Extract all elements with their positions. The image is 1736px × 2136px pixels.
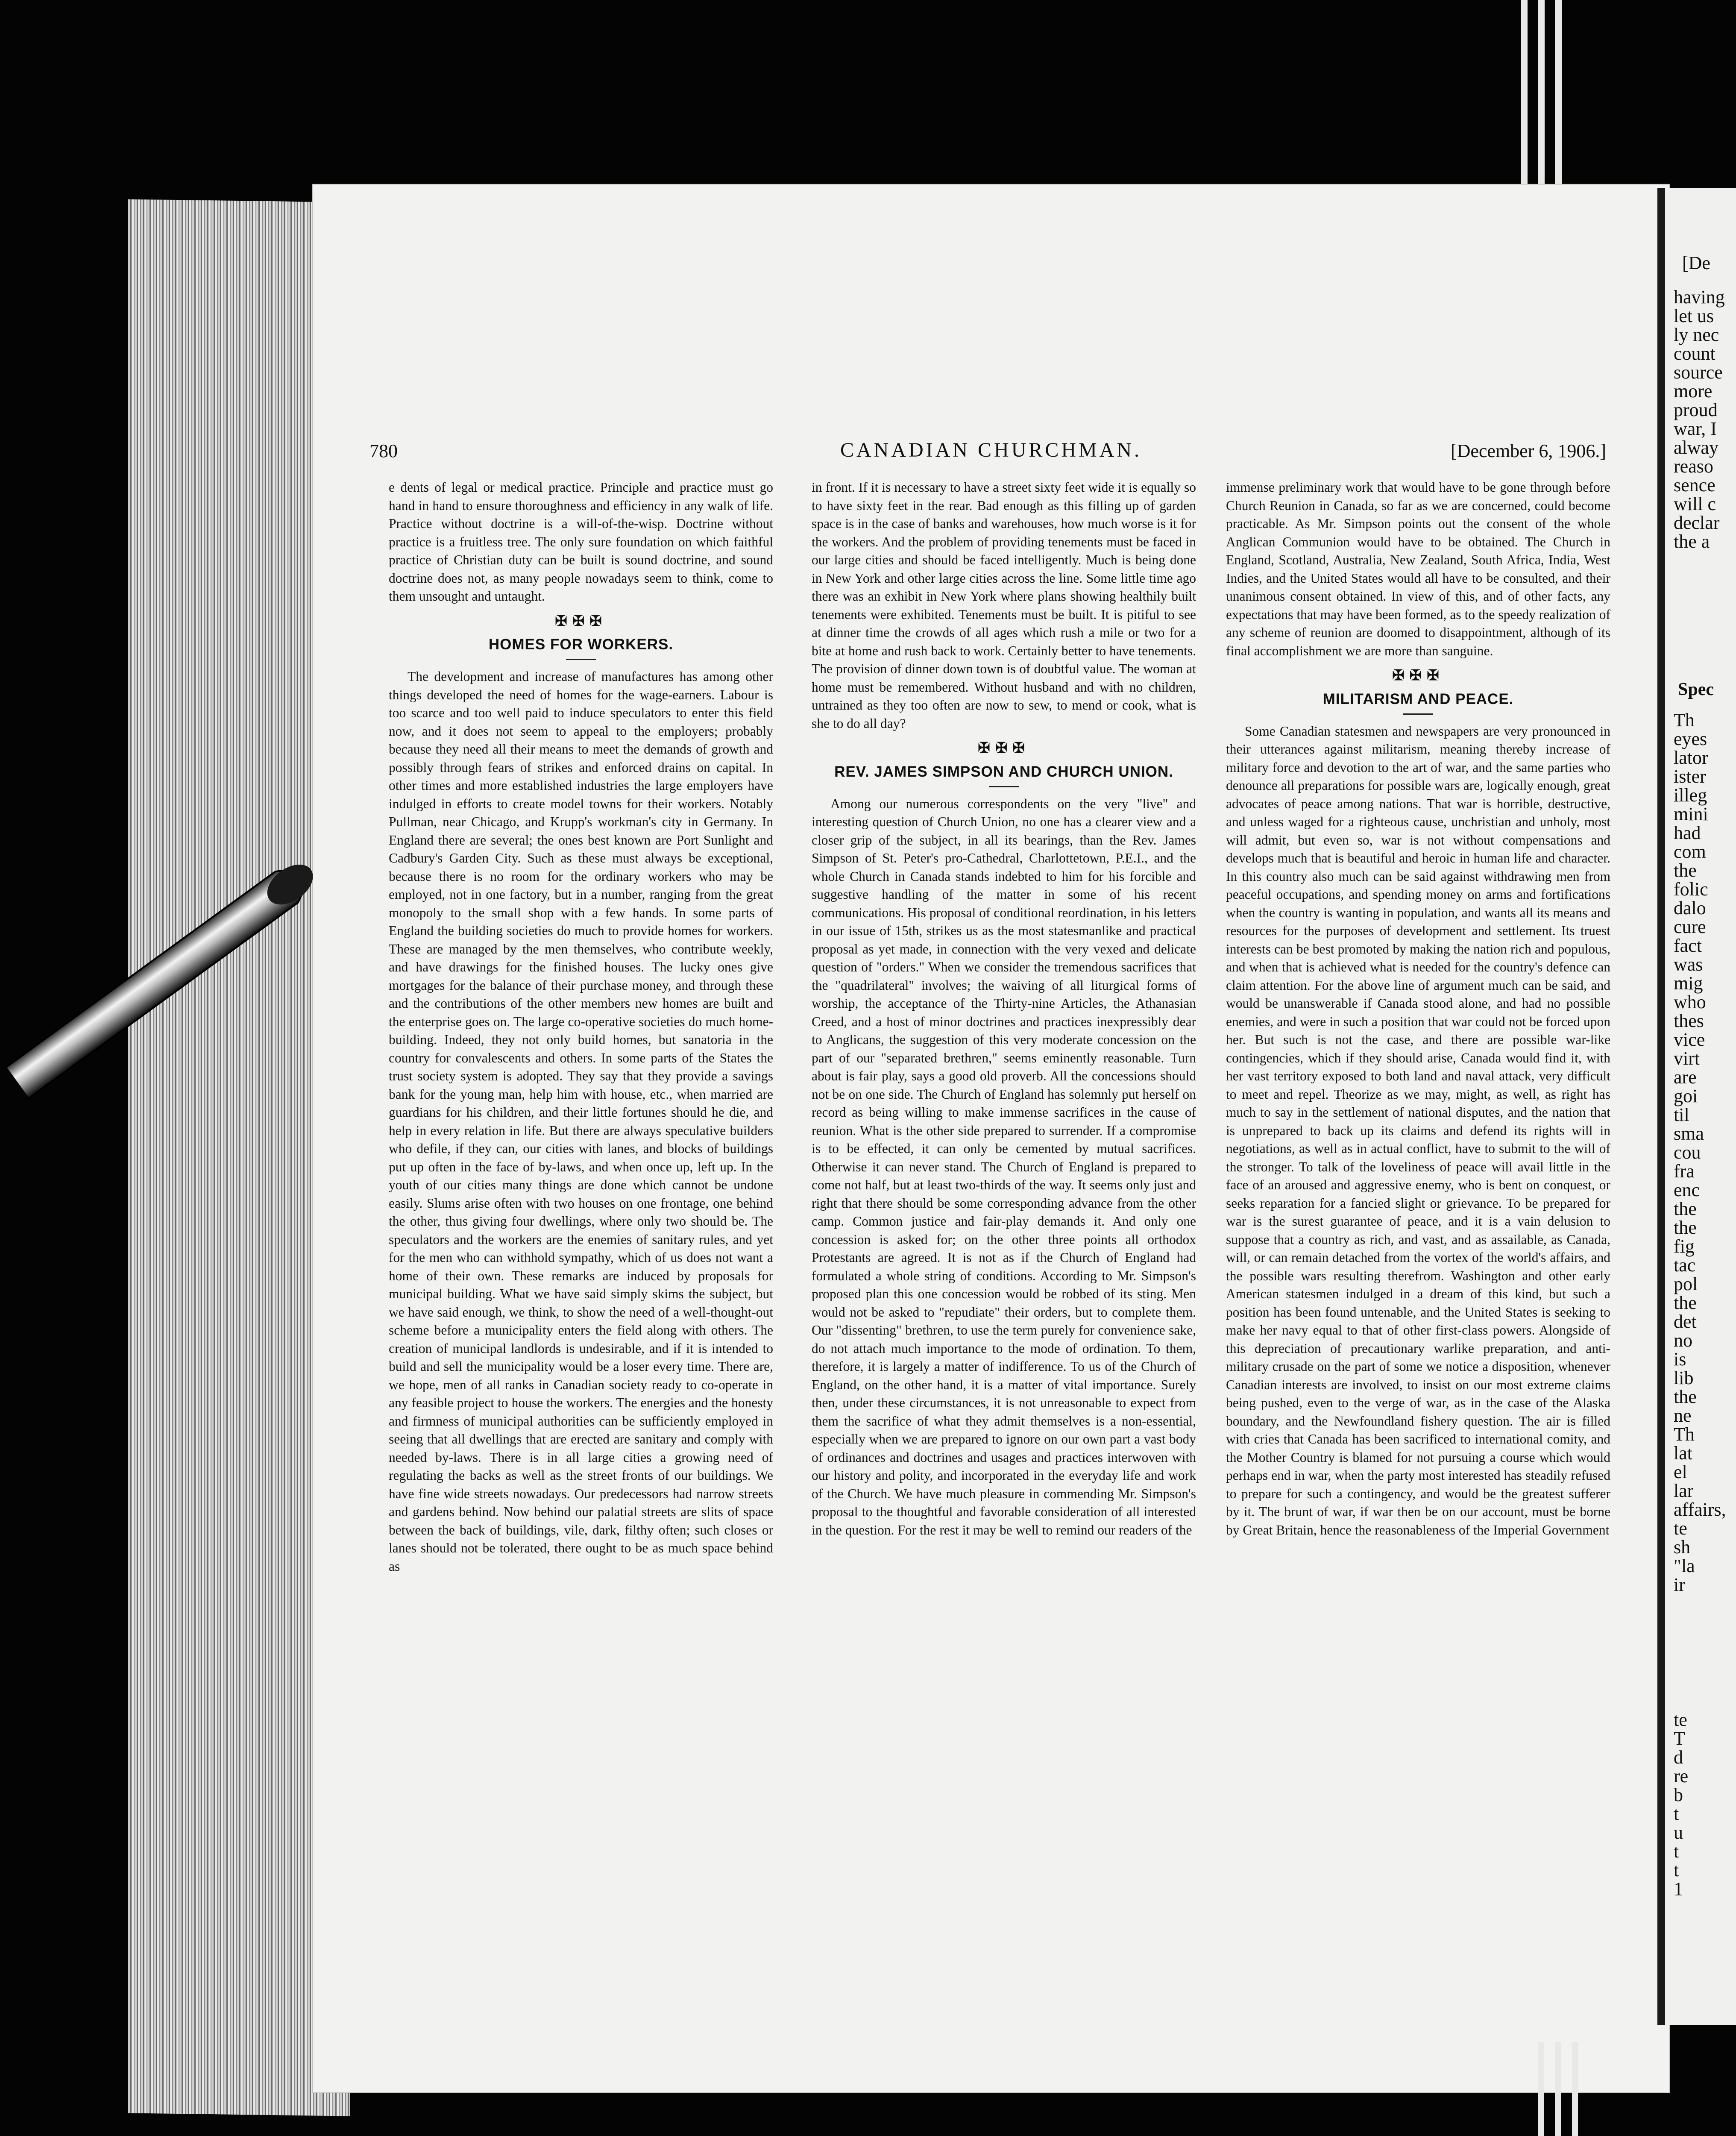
facing-page-line-fragment: cou [1674,1142,1701,1163]
facing-page-line-fragment: dalo [1674,898,1706,918]
article-body-church-union: Among our numerous correspondents on the very "live" and interesting question of Church Union, no one has a clearer view and a closer grip of the subject, in all its bearings, than the Rev. James Simpson of St. Peter's pro-Cathedral, Charlottetown, P.E.I., and the whole Church in Canada stands indebted to him for his forcible and suggestive handling of the matter in some of his recent communications. His proposal of conditional reordination, in his letters in our issue of 15th, strikes us as the most statesmanlike and practical proposal as yet made, in connection with the very vexed and delicate question of "orders." When we consider the tremendous sacrifices that the "quadrilateral" involves; the waiving of all liturgical forms of worship, the acceptance of the Thirty-nine Articles, the Athanasian Creed, and a host of minor doctrines and practices inexpressibly dear to Anglicans, the suggestion of this very moderate concession on the part of our "separated brethren," seems eminently reasonable. Turn about is fair play, says a good old proverb. All the concessions should not be on one side. The Church of England has solemnly put herself on record as being willing to make immense sacrifices in the cause of reunion. What is the other side prepared to surrender. If a compromise is to be effected, it can only be cemented by mutual sacrifices. Otherwise it can never stand. The Church of England is prepared to come not half, but at least two-thirds of the way. It seems only just and right that there should be some corresponding advance from the other camp. Common justice and fair-play demands it. And only one concession is asked for; on the other three points all orthodox Protestants are agreed. It is not as if the Church of England had formulated a whole string of conditions. According to Mr. Simpson's proposed plan this one concession would be robbed of its sting. Men would not be asked to "repudiate" their orders, but to complete them. Our "dissenting" brethren, to use the term purely for convenience sake, do not attach much importance to the mode of ordination. To them, therefore, it is largely a matter of indifference. To us of the Church of England, on the other hand, it is a matter of vital importance. Surely then, under these circumstances, it is not unreasonable to expect from them the sacrifice of what they admit themselves is a non-essential, especially when we are prepared to ignore on our own part a vast body of ordinances and doctrines and usages and practices interwoven with our history and polity, and incorporated in the everyday life and work of the Church. We have much pleasure in commending Mr. Simpson's proposal to the thoughtful and favorable consideration of all interested in the question. For the rest it may be well to remind our readers of the [812,796,1196,1537]
facing-page-line-fragment: the [1674,1292,1697,1313]
facing-page-line-fragment: pol [1674,1273,1698,1294]
facing-page-line-fragment: the [1674,1198,1697,1219]
heading-rule [566,659,596,660]
facing-page-line-fragment: proud [1674,399,1718,420]
article-heading-homes-for-workers: HOMES FOR WORKERS. [488,636,674,653]
facing-page-line-fragment: vice [1674,1029,1705,1050]
facing-page-line-fragment: more [1674,381,1713,402]
column-3-continuation: immense preliminary work that would have to be gone through before Church Reunion in Canada, so far as we are concerned, could become practicable. As Mr. Simpson points out the consent of the whole Anglican Communion would have to be obtained. The Church in England, Scotland, Australia, New Zealand, South Africa, India, West Indies, and the United States would all have to be consulted, and their unanimous consent obtained. In view of this, and of other facts, any expectations that may have been formed, as to the speedy realization of any scheme of reunion are doomed to disappointment, although of its final accomplishment we are more than sanguine. [1226,480,1610,658]
facing-page-line-fragment: alway [1674,437,1719,458]
column-2 [812,478,1196,1539]
facing-page-line-fragment: are [1674,1067,1697,1088]
facing-page-line-fragment: the [1674,860,1697,881]
facing-page-line-fragment: had [1674,822,1701,843]
section-ornament: ✠✠✠ [978,740,1030,756]
facing-page-line-fragment: t [1674,1841,1679,1862]
facing-page-line-fragment: the a [1674,531,1710,552]
facing-page-line-fragment: sh [1674,1537,1691,1558]
facing-page-line-fragment: u [1674,1822,1683,1843]
facing-page-line-fragment: det [1674,1311,1697,1332]
facing-page-line-fragment: goi [1674,1086,1698,1106]
film-edge-marks-top [1521,0,1572,184]
facing-page-line-fragment: ly nec [1674,324,1719,345]
facing-page-line-fragment: ir [1674,1574,1685,1595]
facing-page-line-fragment: no [1674,1330,1692,1351]
masthead-title: CANADIAN CHURCHMAN. [840,439,1142,461]
facing-page-line-fragment: fact [1674,935,1702,956]
facing-page-line-fragment: t [1674,1803,1679,1824]
facing-page-line-fragment: mig [1674,973,1703,994]
facing-page-line-fragment: the [1674,1386,1697,1407]
facing-page-line-fragment: was [1674,954,1703,975]
facing-page-line-fragment: t [1674,1860,1679,1881]
column-2-continuation: in front. If it is necessary to have a street sixty feet wide it is equally so to have sixty feet in the rear. Bad enough as this filling up of garden space is in the case of banks and warehouses, how much worse is it for the workers. And the problem of providing tenements must be faced in our large cities and should be faced intelligently. Much is being done in New York and other large cities across the line. Some little time ago there was an exhibit in New York where plans showing healthily built tenements were exhibited. Tenements must be built. It is pitiful to see at dinner time the crowds of all ages which rush a mile or two for a bite at home and rush back to work. Certainly better to have tenements. The provision of dinner down town is of doubtful value. The woman at home must be remembered. Without husband and with no children, untrained as they too often are now to sew, to mend or cook, what is she to do all day? [812,480,1196,731]
facing-page-line-fragment: is [1674,1349,1686,1370]
facing-page-line-fragment: d [1674,1747,1683,1768]
page-header [312,440,1670,470]
facing-page-line-fragment: having [1674,287,1725,308]
facing-page-line-fragment: lator [1674,747,1708,768]
facing-page-line-fragment: fra [1674,1161,1695,1182]
facing-page-line-fragment: will c [1674,493,1716,514]
facing-page-line-fragment: com [1674,841,1706,862]
section-ornament: ✠✠✠ [1392,668,1444,684]
facing-page-line-fragment: reaso [1674,456,1713,477]
section-ornament: ✠✠✠ [555,613,607,629]
heading-rule [989,786,1019,787]
facing-page-line-fragment: affairs, [1674,1499,1726,1520]
facing-page-line-fragment: lat [1674,1443,1692,1464]
facing-page-line-fragment: cure [1674,916,1706,937]
facing-page-line-fragment: Th [1674,710,1695,731]
facing-page-line-fragment: tac [1674,1255,1696,1276]
facing-page-line-fragment: 1 [1674,1878,1683,1899]
facing-page-line-fragment: enc [1674,1179,1700,1200]
facing-page-line-fragment: eyes [1674,728,1707,749]
facing-page-line-fragment: el [1674,1461,1687,1482]
facing-page-line-fragment: Th [1674,1424,1695,1445]
page-number: 780 [369,440,398,461]
facing-page-section-fragment: Spec [1678,680,1714,699]
facing-page-line-fragment: illeg [1674,785,1707,806]
facing-page-line-fragment: te [1674,1518,1687,1539]
facing-page-line-fragment: count [1674,343,1715,364]
column-1-intro: e dents of legal or medical practice. Principle and practice must go hand in hand to ensure thoroughness and efficiency in any walk of life. Practice without doctrine is a will-of-the-wisp. Doctrine without practice is a fruitless tree. The only sure foundation on which faithful practice of Christian duty can be built is sound doctrine, and sound doctrine does not, as many people nowadays seem to think, come to them unsought and untaught. [389,480,773,604]
facing-page-line-fragment: ne [1674,1405,1692,1426]
facing-page-line-fragment: virt [1674,1048,1700,1069]
facing-page-line-fragment: thes [1674,1010,1704,1031]
issue-date: [December 6, 1906.] [1450,440,1606,461]
article-heading-church-union: REV. JAMES SIMPSON AND CHURCH UNION. [834,763,1173,780]
facing-page-line-fragment: sma [1674,1123,1704,1144]
facing-page-line-fragment: te [1674,1709,1687,1730]
facing-page-line-fragment: who [1674,992,1706,1012]
facing-page-line-fragment: "la [1674,1555,1695,1576]
facing-page-fragment [1657,188,1736,2025]
column-1 [389,478,773,1576]
article-heading-militarism-and-peace: MILITARISM AND PEACE. [1323,690,1514,707]
heading-rule [1403,713,1433,715]
facing-page-line-fragment: the [1674,1217,1697,1238]
facing-page-line-fragment: til [1674,1104,1689,1125]
facing-page-line-fragment: ister [1674,766,1706,787]
facing-page-line-fragment: lib [1674,1367,1694,1388]
facing-page-line-fragment: let us [1674,305,1714,326]
facing-page-line-fragment: T [1674,1728,1685,1749]
facing-page-line-fragment: lar [1674,1480,1694,1501]
article-body-militarism-and-peace: Some Canadian statesmen and newspapers are very pronounced in their utterances against militarism, meaning thereby increase of military force and devotion to the art of war, and the same parties who denounce all preparations for possible wars are, logically enough, great advocates of peace among nations. That war is horrible, destructive, and unless waged for a righteous cause, unchristian and unholy, most will admit, but even so, war is not without compensations and develops much that is beautiful and heroic in human life and character. In this country also much can be said against withdrawing men from peaceful occupations, and spending money on arms and fortifications when the country is wanting in population, and wants all its means and resources for the purposes of development and settlement. Its truest interests can be best promoted by making the nation rich and populous, and when that is achieved what is needed for the country's defence can claim attention. For the above line of argument much can be said, and would be unanswerable if Canada stood alone, and had no possible enemies, and were in such a position that war could not be forced upon her. But such is not the case, and there are possible war-like contingencies, which if they should arise, Canada would find it, with her vast territory exposed to both land and naval attack, very difficult to meet and repel. Theorize as we may, might, as well, as right has much to say in the settlement of national disputes, and the nation that is unprepared to back up its claims and defend its rights will in negotiations, as well as in actual conflict, have to submit to the will of the stronger. To talk of the loveliness of peace will avail little in the face of an aroused and aggressive enemy, who is bent on conquest, or seeks reparation for a fancied slight or grievance. To be prepared for war is the surest guarantee of peace, and it is a vain delusion to suppose that a country as rich, and vast, and as assailable, as Canada, will, or can remain detached from the vortex of the world's affairs, and the possible wars resulting therefrom. Washington and other early American statesmen indulged in a dream of this kind, but such a position has been found untenable, and the United States is seeking to make her navy equal to that of other first-class powers. Alongside of this depreciation of precautionary warlike preparation, and anti-military crusade on the part of some we notice a disposition, whenever Canadian interests are involved, to insist on our most extreme claims being pushed, even to the verge of war, as in the case of the Alaska boundary, and the Newfoundland fishery question. The air is filled with cries that Canada has been sacrificed to international comity, and the Mother Country is blamed for not pursuing a course which would perhaps end in war, when the party most interested has steadily refused to prepare for such a contingency, and would be the greatest sufferer by it. The brunt of war, if war then be on our account, must be borne by Great Britain, hence the reasonableness of the Imperial Government [1226,723,1610,1537]
facing-page-line-fragment: mini [1674,804,1708,824]
facing-page-line-fragment: sence [1674,475,1715,496]
film-edge-marks-bottom [1538,2042,1589,2136]
facing-page-line-fragment: b [1674,1784,1683,1805]
facing-page-line-fragment: fig [1674,1236,1695,1257]
facing-page-line-fragment: folic [1674,879,1708,900]
facing-page-line-fragment: source [1674,362,1723,383]
column-3 [1226,478,1610,1539]
newspaper-page [312,184,1670,2093]
article-body-homes-for-workers: The development and increase of manufactures has among other things developed the need of homes for the wage-earners. Labour is too scarce and too well paid to induce speculators to enter this field now, and it does not seem to appeal to the employers; probably because they need all their means to meet the demands of growth and possibly through fears of strikes and enforced drains on capital. In other times and more established industries the large employers have indulged in efforts to create model towns for their workers. Notably Pullman, near Chicago, and Krupp's workman's city in Germany. In England there are several; the ones best known are Port Sunlight and Cadbury's Garden City. Such as these must always be exceptional, because there is no room for the ordinary workers who may be employed, not in one factory, but in a number, ranging from the great monopoly to the small shop with a few hands. In some parts of England the building societies do much to provide homes for workers. These are managed by the men themselves, who contribute weekly, and have drawings for the finished houses. The lucky ones give mortgages for the balance of their purchase money, and through these and the contributions of the other members new homes are built and the enterprise goes on. The large co-operative societies do much home-building. Indeed, they not only build homes, but sanatoria in the country for convalescents and others. In some parts of the States the trust society system is adopted. They say that they provide a savings bank for the young man, help him with house, etc., when married are guardians for his children, and their little fortunes should he die, and help in every relation in life. But there are always speculative builders who defile, if they can, our cities with lanes, and blocks of buildings put up often in the face of by-laws, and when once up, left up. In the youth of our cities many things are done which cannot be undone easily. Slums arise often with two houses on one frontage, one behind the other, thus giving four dwellings, where only two should be. The speculators and the workers are the enemies of sanitary rules, and yet for the men who can withhold sympathy, which of us does not want a home of their own. These remarks are induced by proposals for municipal building. What we have said simply skims the subject, but we have said enough, we think, to show the need of a well-thought-out scheme before a municipality enters the field along with others. The creation of municipal landlords is undesirable, and if it is intended to build and sell the municipality would be a loser every time. There are, we hope, men of all ranks in Canadian society ready to co-operate in any feasible project to house the workers. The energies and the honesty and firmness of municipal authorities can be sufficiently employed in seeing that all dwellings that are erected are sanitary and comply with needed by-laws. There is in all large cities a growing need of regulating the backs as well as the street fronts of our buildings. We have fine wide streets nowadays. Our predecessors had narrow streets and gardens behind. Now behind our palatial streets are slits of space between the back of buildings, vile, dark, filthy often; such closes or lanes should not be tolerated, there ought to be as much space behind as [389,669,773,1574]
facing-page-line-fragment: declar [1674,512,1720,533]
facing-page-line-fragment: war, I [1674,418,1717,439]
facing-page-running-head: [De [1682,252,1710,273]
facing-page-line-fragment: re [1674,1766,1689,1787]
